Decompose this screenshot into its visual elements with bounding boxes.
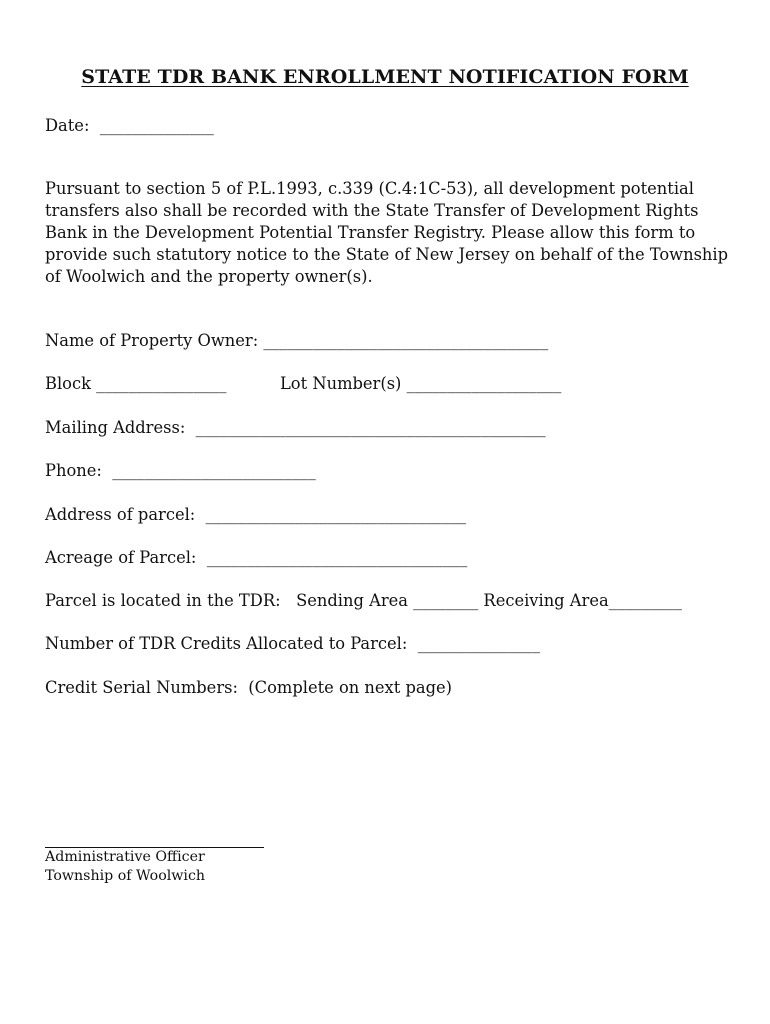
credit-serial-numbers: Credit Serial Numbers: (Complete on next page) xyxy=(45,678,452,697)
intro-line: of Woolwich and the property owner(s). xyxy=(45,267,373,286)
phone-field[interactable]: Phone: _________________________ xyxy=(45,461,316,480)
block-field[interactable]: Block ________________ xyxy=(45,374,227,393)
intro-line: provide such statutory notice to the State of New Jersey on behalf of the Township xyxy=(45,245,729,264)
form-title: STATE TDR BANK ENROLLMENT NOTIFICATION FORM xyxy=(81,66,689,88)
tdr-credits-field[interactable]: Number of TDR Credits Allocated to Parcel: _______________ xyxy=(45,634,540,653)
parcel-address-field[interactable]: Address of parcel: ________________________________ xyxy=(45,505,467,524)
property-owner-field[interactable]: Name of Property Owner: ___________________________________ xyxy=(45,331,549,350)
signer-organization: Township of Woolwich xyxy=(45,868,206,884)
lot-number-field[interactable]: Lot Number(s) ___________________ xyxy=(280,374,562,393)
intro-line: Bank in the Development Potential Transfer Registry. Please allow this form to xyxy=(45,223,696,242)
tdr-location-field[interactable]: Parcel is located in the TDR: Sending Area ________ Receiving Area_________ xyxy=(45,591,682,610)
intro-line: transfers also shall be recorded with the State Transfer of Development Rights xyxy=(45,201,699,220)
intro-line: Pursuant to section 5 of P.L.1993, c.339 (C.4:1C-53), all development potential xyxy=(45,179,694,198)
intro-paragraph xyxy=(45,178,729,288)
signer-title: Administrative Officer xyxy=(45,849,205,865)
mailing-address-field[interactable]: Mailing Address: ___________________________________________ xyxy=(45,418,546,437)
acreage-field[interactable]: Acreage of Parcel: ________________________________ xyxy=(45,548,468,567)
signature-line[interactable] xyxy=(45,847,264,848)
date-field[interactable]: Date: ______________ xyxy=(45,116,214,135)
